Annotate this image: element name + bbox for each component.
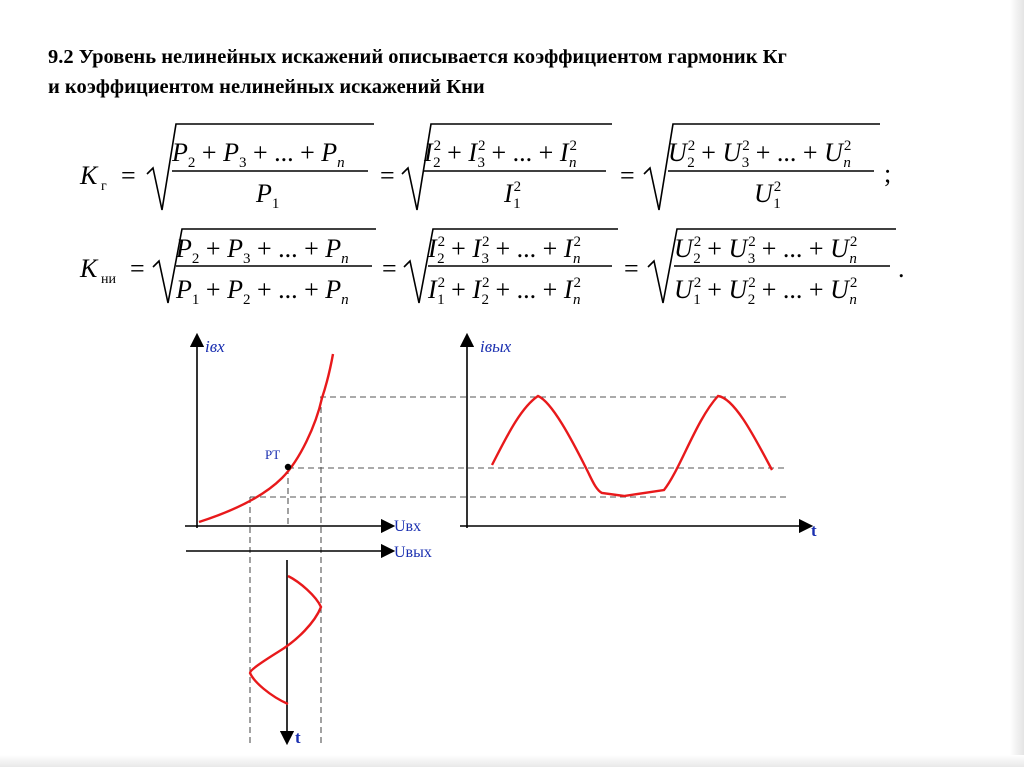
svg-text:U21: $U^2$ 1 xyxy=(754,179,782,212)
kni-fraction-voltage xyxy=(674,234,890,308)
kg-fraction-power xyxy=(171,138,368,212)
formula-kg xyxy=(79,124,891,212)
input-x-label: Uвых xyxy=(394,544,432,561)
svg-text:P2 + P3 + ... + Pn: $P_2 + P_3$ + ... + $P_n$ xyxy=(176,234,349,267)
kni-eq-1: = xyxy=(130,254,145,283)
slide-edge-shadow-right xyxy=(1010,0,1024,767)
kni-symbol: K xyxy=(80,254,98,283)
svg-text:P2 + P3 + ... + Pn: $P_2 + P_3$ + ... + $P_n$ xyxy=(172,138,345,171)
heading-line-1: 9.2 Уровень нелинейных искажений описывается коэффициентом гармоник Кг xyxy=(48,46,787,68)
kg-eq-1: = xyxy=(121,161,136,190)
svg-text:U22 + U23 + ... + U2n: $U^2$ $2 + U^2$ 3 + ... + $U^2$ n xyxy=(668,138,852,171)
kg-fraction-voltage xyxy=(668,138,874,212)
svg-text:I21: $I^2$ 1 xyxy=(504,179,522,212)
kni-fraction-power xyxy=(175,234,372,308)
operating-point-label: PT xyxy=(265,447,281,462)
kg-eq-3: = xyxy=(620,161,635,190)
kni-eq-2: = xyxy=(382,254,397,283)
kg-terminator: ; xyxy=(884,159,892,188)
kg-eq-2: = xyxy=(380,161,395,190)
svg-text:U21 + U22 + ... + U2n: $U^2$ $1 + U^2$ 2 + ... + $U^2$ n xyxy=(674,275,858,308)
heading-line-2: и коэффициентом нелинейных искажений Кни xyxy=(48,76,485,98)
kg-subscript: г xyxy=(101,179,107,194)
svg-text:I22 + I23 + ... + I2n: $I^2$ $2 + I^2$ 3 + ... + $I^2$ n xyxy=(428,234,582,267)
output-signal-curve xyxy=(492,396,772,496)
kg-symbol: K xyxy=(80,161,98,190)
svg-text:I22 + I23 + ... + I2n: $I^2$ $2 + I^2$ 3 + ... + $I^2$ n xyxy=(424,138,578,171)
guide-lines xyxy=(250,397,790,745)
output-graph xyxy=(460,337,817,540)
kg-fraction-current xyxy=(423,138,606,212)
slide-edge-shadow-bottom xyxy=(0,755,1024,767)
svg-text:P1: $P_1$ xyxy=(256,179,280,212)
input-time-label: t xyxy=(295,728,301,747)
svg-text:I21 + I22 + ... + I2n: $I^2$ $1 + I^2$ 2 + ... + $I^2$ n xyxy=(428,275,582,308)
transfer-graph xyxy=(185,337,432,561)
svg-text:P1 + P2 + ... + Pn: $P_1 + P_2$ + ... + $P_n$ xyxy=(176,275,349,308)
output-time-label: t xyxy=(811,521,817,540)
kni-fraction-current xyxy=(427,234,612,308)
operating-point xyxy=(285,464,291,470)
kni-eq-3: = xyxy=(624,254,639,283)
kni-subscript: ни xyxy=(101,272,116,287)
input-graph xyxy=(250,560,321,747)
output-y-label: iвых xyxy=(480,337,512,356)
transfer-y-label: iвх xyxy=(205,337,225,356)
formula-kni xyxy=(79,229,905,308)
transfer-x-label: Uвх xyxy=(394,518,422,535)
input-signal-curve xyxy=(250,576,321,704)
svg-text:U22 + U23 + ... + U2n: $U^2$ $2 + U^2$ 3 + ... + $U^2$ n xyxy=(674,234,858,267)
kni-terminator: . xyxy=(898,254,905,283)
